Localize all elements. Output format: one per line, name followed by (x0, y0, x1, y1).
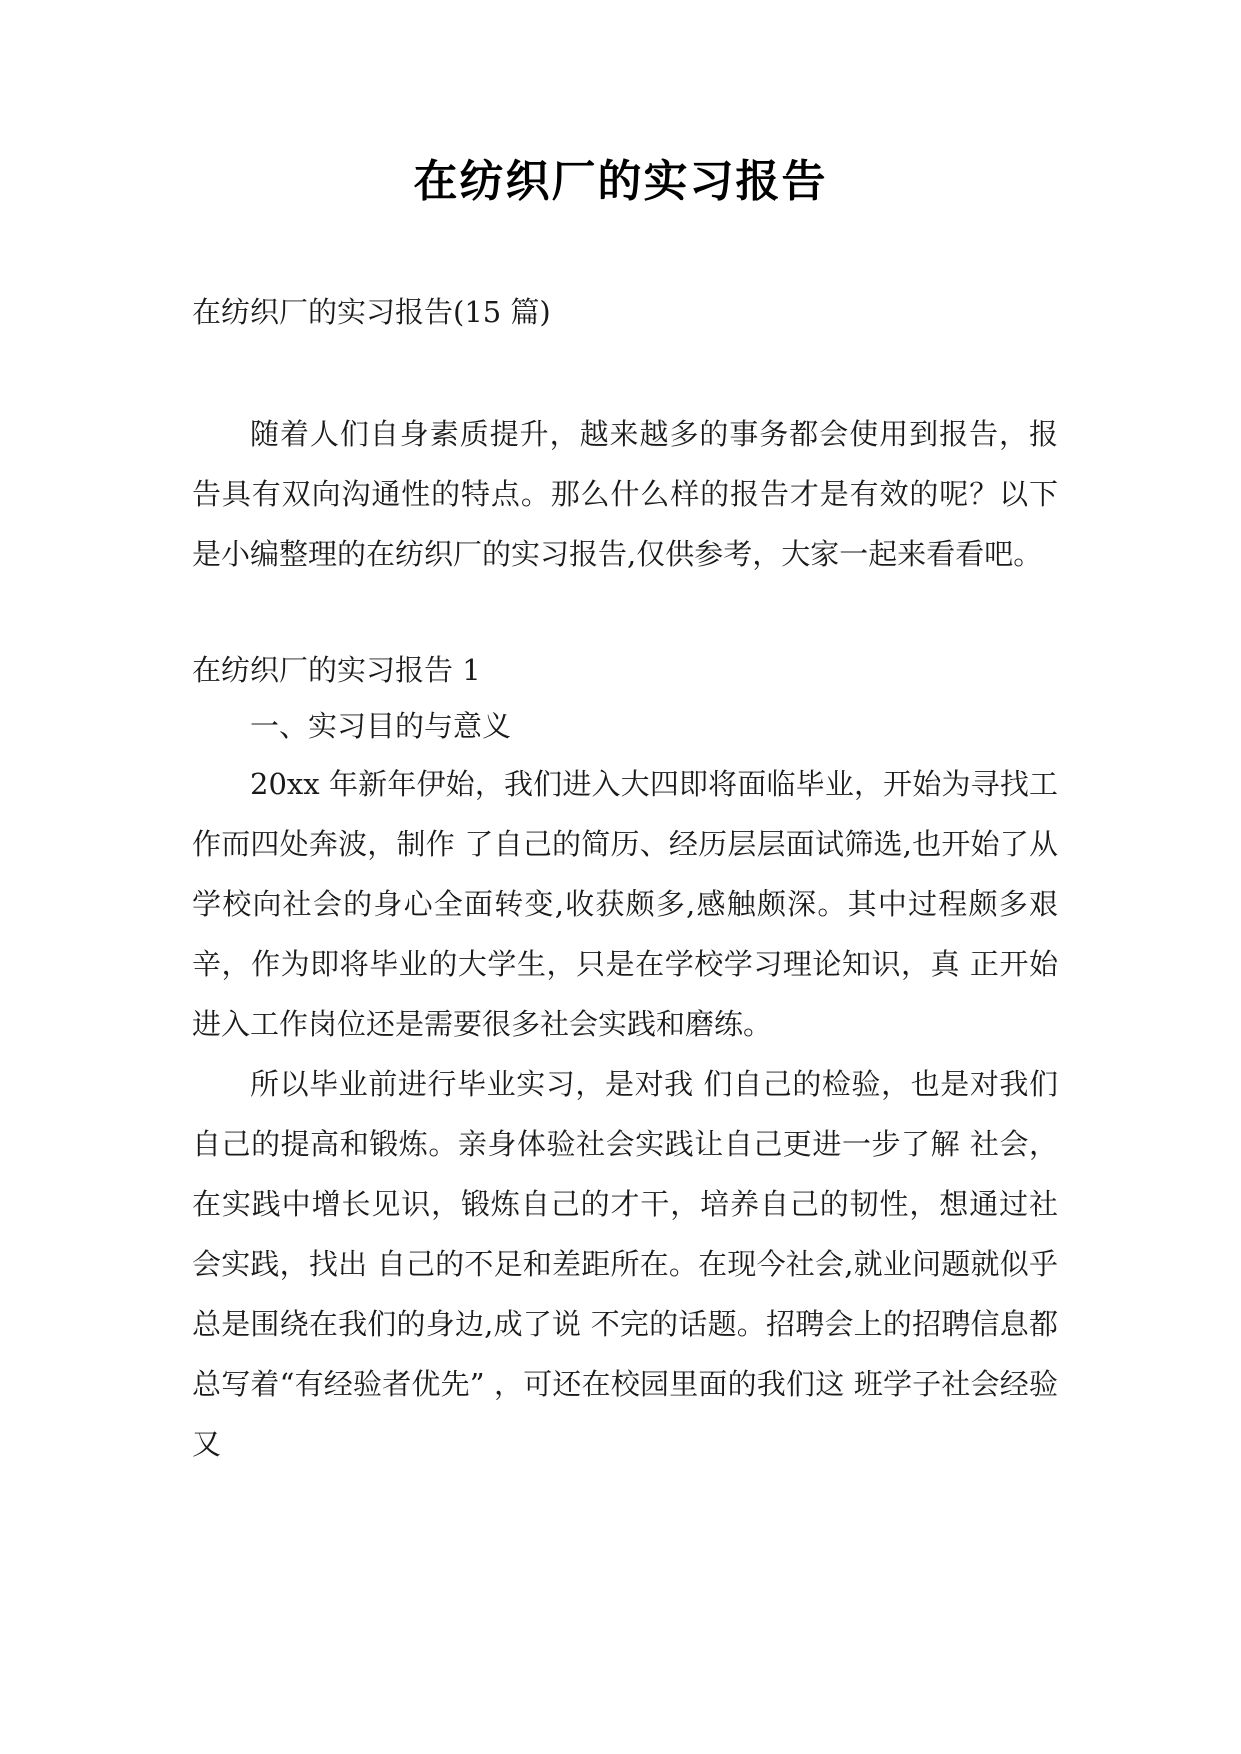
body-paragraph-1: 20xx 年新年伊始，我们进入大四即将面临毕业，开始为寻找工作而四处奔波，制作 了自己的简历、经历层层面试筛选,也开始了从学校向社会的身心全面转变,收获颇多,感触颇深。其中过程颇多艰辛，作为即将毕业的大学生，只是在学校学习理论知识，真 正开始进入工作岗位还是需要很多社会实践和磨练。 (192, 767, 1058, 1041)
intro-paragraph: 随着人们自身素质提升，越来越多的事务都会使用到报告，报告具有双向沟通性的特点。那么什么样的报告才是有效的呢？以下是小编整理的在纺织厂的实习报告,仅供参考，大家一起来看看吧。 (192, 417, 1058, 571)
document-subtitle: 在纺织厂的实习报告(15 篇) (192, 295, 551, 329)
body-paragraph-2: 所以毕业前进行毕业实习，是对我 们自己的检验，也是对我们自己的提高和锻炼。亲身体验社会实践让自己更进一步了解 社会，在实践中增长见识，锻炼自己的才干，培养自己的韧性，想通过社会实践，找出 自己的不足和差距所在。在现今社会,就业问题就似乎总是围绕在我们的身边,成了说 不完的话题。招聘会上的招聘信息都总写着“有经验者优先” ，可还在校园里面的我们这 班学子社会经验又 (192, 1067, 1058, 1461)
document-title: 在纺织厂的实习报告 (413, 156, 828, 207)
document-body (192, 290, 1058, 1474)
section-heading: 一、实习目的与意义 (250, 709, 512, 743)
section-title: 在纺织厂的实习报告 1 (192, 653, 481, 687)
